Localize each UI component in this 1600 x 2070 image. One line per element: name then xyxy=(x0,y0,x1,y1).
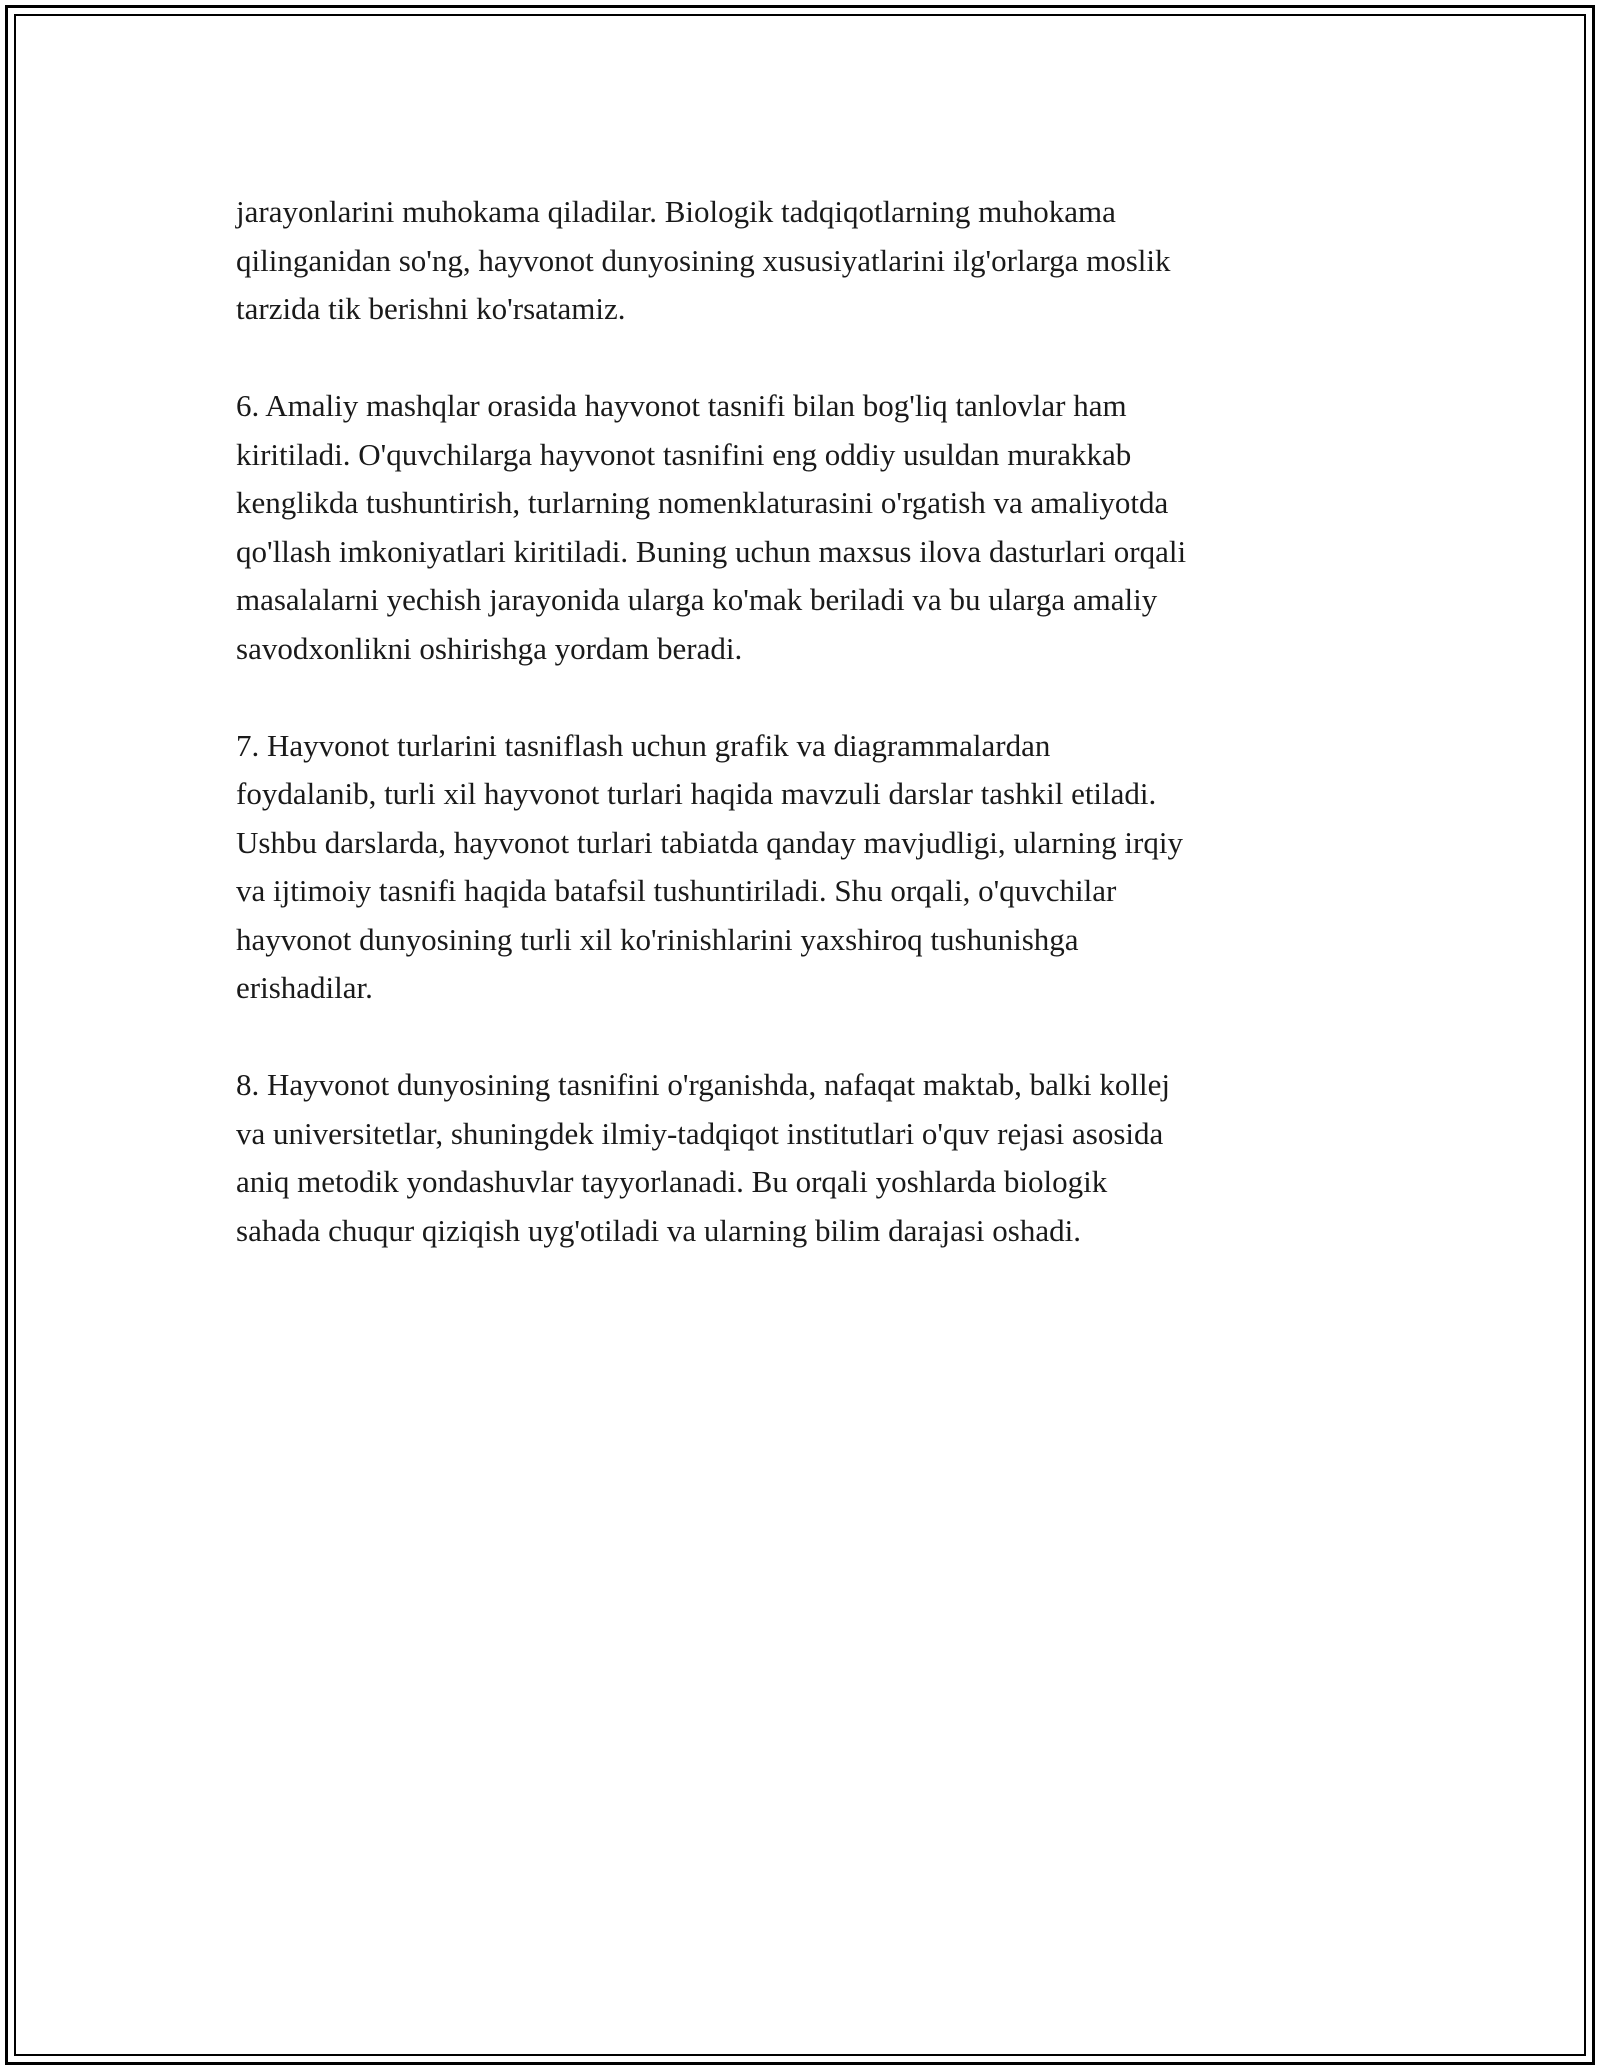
text-line: 8. Hayvonot dunyosining tasnifini o'rganishda, nafaqat maktab, balki kollej xyxy=(236,1067,1170,1102)
paragraph-item-8 xyxy=(236,1061,1366,1255)
text-line: hayvonot dunyosining turli xil ko'rinishlarini yaxshiroq tushunishga xyxy=(236,921,1079,957)
text-line: kiritiladi. O'quvchilarga hayvonot tasnifini eng oddiy usuldan murakkab xyxy=(236,436,1132,472)
paragraph-continuation xyxy=(236,188,1366,334)
document-body xyxy=(236,188,1366,1304)
text-line: erishadilar. xyxy=(236,970,373,1005)
text-line: savodxonlikni oshirishga yordam beradi. xyxy=(236,630,743,666)
text-line: jarayonlarini muhokama qiladilar. Biologik tadqiqotlarning muhokama xyxy=(236,194,1116,229)
paragraph-item-6 xyxy=(236,382,1366,673)
text-line: sahada chuqur qiziqish uyg'otiladi va ularning bilim darajasi oshadi. xyxy=(236,1212,1081,1248)
text-line: Ushbu darslarda, hayvonot turlari tabiatda qanday mavjudligi, ularning irqiy xyxy=(236,824,1183,860)
text-line: foydalanib, turli xil hayvonot turlari haqida mavzuli darslar tashkil etiladi. xyxy=(236,776,1157,811)
text-line: 6. Amaliy mashqlar orasida hayvonot tasnifi bilan bog'liq tanlovlar ham xyxy=(236,388,1127,423)
text-line: qilinganidan so'ng, hayvonot dunyosining xususiyatlarini ilg'orlarga moslik xyxy=(236,242,1171,278)
text-line: aniq metodik yondashuvlar tayyorlanadi. Bu orqali yoshlarda biologik xyxy=(236,1164,1108,1199)
text-line: va ijtimoiy tasnifi haqida batafsil tushuntiriladi. Shu orqali, o'quvchilar xyxy=(236,873,1117,908)
text-line: va universitetlar, shuningdek ilmiy-tadqiqot institutlari o'quv rejasi asosida xyxy=(236,1115,1164,1151)
text-line: 7. Hayvonot turlarini tasniflash uchun grafik va diagrammalardan xyxy=(236,727,1051,763)
paragraph-item-7 xyxy=(236,722,1366,1013)
text-line: kenglikda tushuntirish, turlarning nomenklaturasini o'rgatish va amaliyotda xyxy=(236,485,1169,520)
text-line: masalalarni yechish jarayonida ularga ko'mak beriladi va bu ularga amaliy xyxy=(236,582,1158,617)
text-line: qo'llash imkoniyatlari kiritiladi. Buning uchun maxsus ilova dasturlari orqali xyxy=(236,533,1187,569)
text-line: tarzida tik berishni ko'rsatamiz. xyxy=(236,291,626,326)
